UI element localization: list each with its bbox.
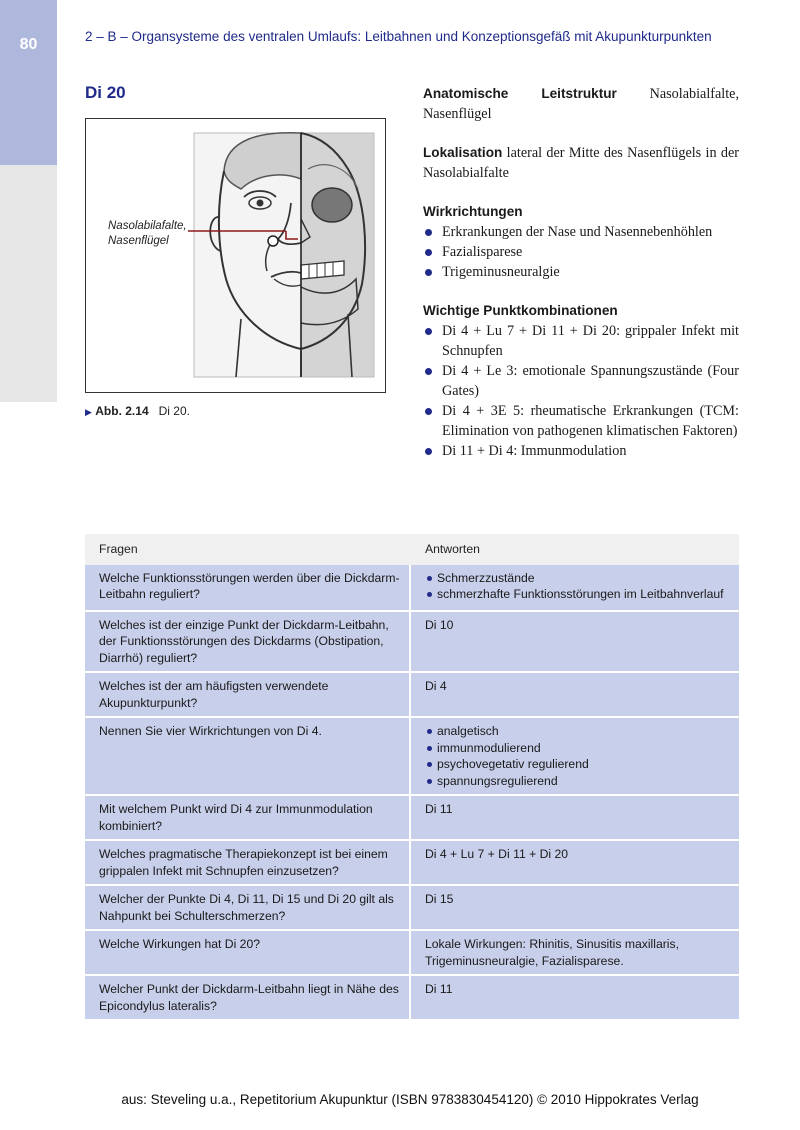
answer-list-item: schmerzhafte Funktionsstörungen im Leitbahnverlauf	[425, 586, 731, 603]
location-section	[423, 143, 739, 183]
combos-heading: Wichtige Punktkombinationen	[423, 303, 618, 318]
answer-cell: Di 11	[411, 976, 739, 1021]
page-side-tab	[0, 0, 57, 165]
caption-arrow-icon: ▶	[85, 407, 92, 417]
answer-cell: Di 10	[411, 612, 739, 674]
anatomy-text: Nasolabialfalte, Nasenflügel	[423, 86, 740, 122]
table-row	[85, 612, 739, 674]
page-side-band	[0, 165, 57, 402]
table-row	[85, 976, 739, 1021]
answer-list-item: Schmerzzustände	[425, 570, 731, 587]
effects-section	[423, 202, 739, 282]
question-cell: Welches ist der einzige Punkt der Dickdarm-Leitbahn, der Funktionsstörungen des Dickdarms (Obstipation, Diarrhö) reguliert?	[85, 612, 411, 674]
combos-item: Di 4 + Lu 7 + Di 11 + Di 20: grippaler Infekt mit Schnupfen	[423, 321, 739, 361]
anatomy-section	[423, 84, 739, 124]
point-description	[423, 84, 739, 480]
effects-item: Fazialisparese	[423, 242, 739, 262]
combos-list	[423, 321, 739, 461]
answer-cell	[411, 565, 739, 612]
qa-table	[85, 534, 739, 1021]
question-cell: Nennen Sie vier Wirkrichtungen von Di 4.	[85, 718, 411, 796]
figure-label-line2: Nasenflügel	[108, 235, 169, 247]
combos-section	[423, 301, 739, 461]
answer-cell: Lokale Wirkungen: Rhinitis, Sinusitis maxillaris, Trigeminusneuralgie, Fazialisparese.	[411, 931, 739, 976]
source-footer: aus: Steveling u.a., Repetitorium Akupunktur (ISBN 9783830454120) © 2010 Hippokrates Verlag	[121, 1092, 699, 1107]
location-label: Lokalisation	[423, 145, 503, 160]
effects-heading: Wirkrichtungen	[423, 204, 523, 219]
question-cell: Welches ist der am häufigsten verwendete Akupunkturpunkt?	[85, 673, 411, 718]
effects-item: Erkrankungen der Nase und Nasennebenhöhlen	[423, 222, 739, 242]
figure-face-illustration	[85, 118, 386, 393]
caption-text: Di 20.	[158, 404, 190, 418]
answer-list-item: psychovegetativ regulierend	[425, 756, 731, 773]
answer-cell: Di 4 + Lu 7 + Di 11 + Di 20	[411, 841, 739, 886]
answer-cell	[411, 718, 739, 796]
answer-list-item: immunmodulierend	[425, 740, 731, 757]
table-row	[85, 796, 739, 841]
table-row	[85, 841, 739, 886]
figure-caption	[85, 404, 190, 418]
table-row	[85, 931, 739, 976]
anatomy-label: Anatomische Leitstruktur	[423, 86, 617, 101]
answer-cell: Di 11	[411, 796, 739, 841]
combos-item: Di 4 + 3E 5: rheumatische Erkrankungen (TCM: Elimination von pathogenen klimatischen Faktoren)	[423, 401, 739, 441]
qa-header-row	[85, 534, 739, 565]
answer-cell: Di 4	[411, 673, 739, 718]
point-title: Di 20	[85, 83, 126, 102]
combos-item: Di 11 + Di 4: Immunmodulation	[423, 441, 739, 461]
effects-item: Trigeminusneuralgie	[423, 262, 739, 282]
answer-list-item: spannungsregulierend	[425, 773, 731, 790]
table-row	[85, 886, 739, 931]
figure-label-line1: Nasolabilafalte,	[108, 220, 187, 232]
table-row	[85, 565, 739, 612]
qa-header-answers: Antworten	[411, 534, 739, 565]
running-head: 2 – B – Organsysteme des ventralen Umlaufs: Leitbahnen und Konzeptionsgefäß mit Akupunkturpunkten	[85, 29, 712, 44]
caption-id: Abb. 2.14	[95, 404, 149, 418]
page-number: 80	[19, 36, 38, 53]
question-cell: Mit welchem Punkt wird Di 4 zur Immunmodulation kombiniert?	[85, 796, 411, 841]
answer-list	[425, 723, 731, 789]
answer-list-item: analgetisch	[425, 723, 731, 740]
face-drawing	[86, 119, 385, 392]
qa-header-questions: Fragen	[85, 534, 411, 565]
figure-label	[108, 219, 187, 249]
effects-list	[423, 222, 739, 282]
location-text: lateral der Mitte des Nasenflügels in der Nasolabialfalte	[423, 145, 739, 181]
combos-item: Di 4 + Le 3: emotionale Spannungszustände (Four Gates)	[423, 361, 739, 401]
question-cell: Welcher der Punkte Di 4, Di 11, Di 15 und Di 20 gilt als Nahpunkt bei Schulterschmerzen?	[85, 886, 411, 931]
table-row	[85, 718, 739, 796]
question-cell: Welche Wirkungen hat Di 20?	[85, 931, 411, 976]
answer-list	[425, 570, 731, 603]
question-cell: Welche Funktionsstörungen werden über die Dickdarm-Leitbahn reguliert?	[85, 565, 411, 612]
answer-cell: Di 15	[411, 886, 739, 931]
table-row	[85, 673, 739, 718]
question-cell: Welches pragmatische Therapiekonzept ist bei einem grippalen Infekt mit Schnupfen einzusetzen?	[85, 841, 411, 886]
question-cell: Welcher Punkt der Dickdarm-Leitbahn liegt in Nähe des Epicondylus lateralis?	[85, 976, 411, 1021]
